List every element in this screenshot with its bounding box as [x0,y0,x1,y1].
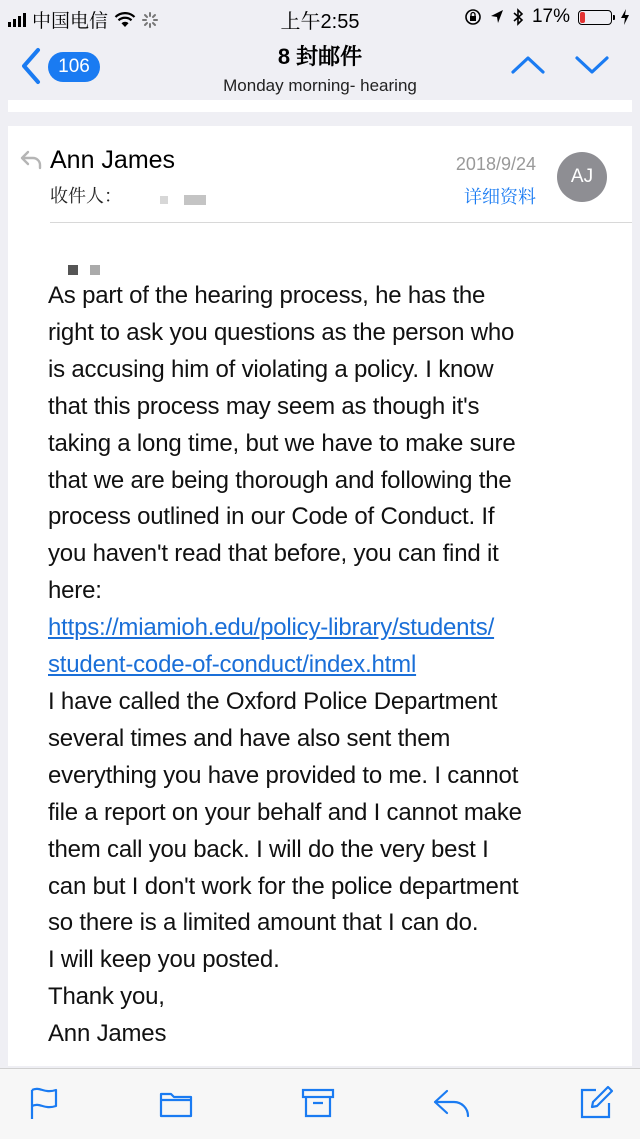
bluetooth-icon [512,8,524,26]
sender-name[interactable]: Ann James [50,146,176,174]
body-line: several times and have also sent them [48,724,451,752]
header-divider [50,222,632,223]
message-body [48,278,608,1053]
thread-count-title: 8 封邮件 [277,44,363,69]
nav-bar [0,34,640,100]
replied-indicator-icon [20,150,42,170]
status-time: 上午2:55 [280,11,360,33]
body-line: that this process may seem as though it's [48,392,480,420]
code-of-conduct-link[interactable]: https://miamioh.edu/policy-library/students/ [48,614,495,642]
message-card [8,126,632,1066]
bottom-toolbar [0,1068,640,1139]
archive-icon[interactable] [300,1085,336,1121]
avatar[interactable]: AJ [557,152,607,202]
previous-message-icon[interactable] [510,50,546,80]
battery-percent: 17% [531,6,570,27]
status-right [464,6,630,28]
redacted-recipient [160,196,168,204]
body-line: them call you back. I will do the very best I [48,835,489,863]
reply-icon[interactable] [432,1085,472,1121]
body-line: Thank you, [48,983,165,1011]
thread-subject: Monday morning- hearing [223,76,417,95]
body-line: process outlined in our Code of Conduct. If [48,503,495,531]
back-chevron-icon[interactable] [18,46,44,86]
body-line: can but I don't work for the police department [48,872,519,900]
body-line: everything you have provided to me. I cannot [48,761,519,789]
body-line: I have called the Oxford Police Department [48,687,498,715]
battery-icon [578,10,612,25]
recipient-label: 收件人： [50,186,122,206]
details-link[interactable]: 详细资料 [464,187,536,207]
body-line: I will keep you posted. [48,946,280,974]
body-line: that we are being thorough and following the [48,466,512,494]
carrier-label: 中国电信 [32,11,109,32]
body-line: taking a long time, but we have to make sure [48,429,516,457]
rotation-lock-icon [464,8,482,26]
code-of-conduct-link[interactable]: student-code-of-conduct/index.html [48,651,417,679]
body-line: is accusing him of violating a policy. I know [48,355,494,383]
charging-icon [620,9,630,25]
signature: Ann James [48,1020,167,1048]
compose-icon[interactable] [578,1085,614,1121]
thread-title [150,40,490,96]
message-date: 2018/9/24 [455,154,536,174]
folder-icon[interactable] [158,1085,194,1121]
back-count-badge[interactable]: 106 [48,52,100,82]
body-line: As part of the hearing process, he has the [48,282,486,309]
previous-message-edge [8,100,632,112]
flag-icon[interactable] [26,1085,62,1121]
body-line: so there is a limited amount that I can do. [48,909,479,937]
body-line: you haven't read that before, you can find it [48,540,499,568]
next-message-icon[interactable] [574,50,610,80]
body-line: right to ask you questions as the person who [48,318,515,346]
body-line: here: [48,577,102,605]
location-icon [490,9,504,25]
redacted-recipient [184,195,206,205]
body-line: file a report on your behalf and I cannot make [48,798,522,826]
status-bar [0,0,640,34]
